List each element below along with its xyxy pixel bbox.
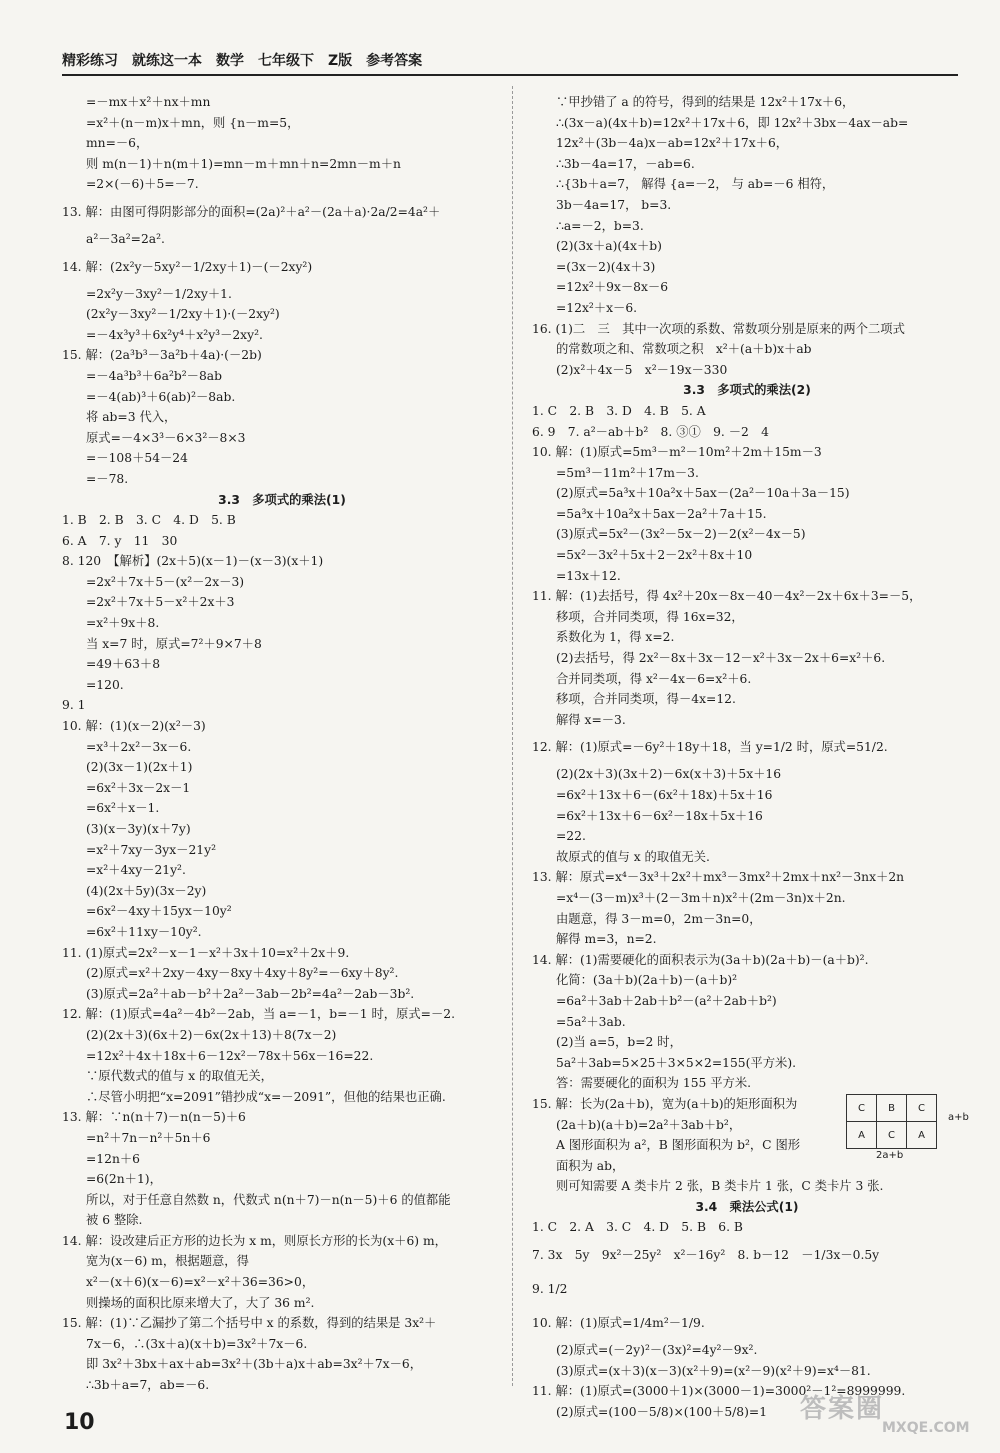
- answer-line: 则操场的面积比原来增大了，大了 36 m².: [86, 1295, 315, 1310]
- section-title: 3.3 多项式的乘法(2): [683, 383, 811, 398]
- header-rule: [62, 74, 958, 76]
- figure-cell: A: [847, 1122, 877, 1149]
- answer-line: 所以，对于任意自然数 n，代数式 n(n＋7)－n(n－5)＋6 的值都能: [86, 1192, 451, 1207]
- answer-line: 6. A 7. y 11 30: [62, 533, 178, 548]
- answer-line: 1. C 2. A 3. C 4. D 5. B 6. B: [532, 1220, 743, 1235]
- answer-line: 故原式的值与 x 的取值无关.: [556, 849, 710, 864]
- figure-bottom-label: 2a+b: [876, 1150, 904, 1161]
- answer-line: (2x²y－3xy²－1/2xy＋1)·(－2xy²): [86, 307, 280, 322]
- answer-line: (3)(x－3y)(x＋7y): [86, 822, 191, 836]
- answer-line: 移项，合并同类项，得 16x=32，: [556, 609, 744, 624]
- left-column: [62, 92, 502, 1396]
- answer-line: =12x²＋9x－8x－6: [556, 280, 669, 295]
- answer-line: =12x²＋4x＋18x＋6－12x²－78x＋56x－16=22.: [86, 1048, 374, 1063]
- answer-line: =x³＋2x²－3x－6.: [86, 739, 192, 754]
- answer-line: (2a＋b)(a＋b)=2a²＋3ab＋b²，: [556, 1117, 742, 1132]
- answer-line: =x²＋7xy－3yx－21y²: [86, 842, 216, 857]
- answer-line: 被 6 整除.: [86, 1213, 143, 1228]
- answer-line: 12. 解：(1)原式=－6y²＋18y＋18，当 y=1/2 时，原式=51/2.: [532, 740, 888, 755]
- answer-line: =6x²＋3x－2x－1: [86, 780, 191, 795]
- answer-line: 10. 解：(1)原式=5m³－m²－10m²＋2m＋15m－3: [532, 445, 822, 460]
- answer-line: 16. (1)二 三 其中一次项的系数、常数项分别是原来的两个二项式: [532, 321, 905, 336]
- answer-line: ∵甲抄错了 a 的符号，得到的结果是 12x²＋17x＋6，: [556, 95, 855, 109]
- answer-line: 7. 3x 5y 9x²－25y² x²－16y² 8. b－12 －1/3x－0.5y: [532, 1248, 880, 1263]
- answer-line: (2)原式=(100－5/8)×(100＋5/8)=1: [556, 1404, 768, 1419]
- figure-cell: B: [877, 1095, 907, 1122]
- watermark-logo: 答案圈: [800, 1394, 885, 1424]
- answer-line: 系数化为 1，得 x=2.: [556, 630, 675, 645]
- answer-line: 5a²＋3ab=5×25＋3×5×2=155(平方米).: [556, 1055, 797, 1070]
- answer-line: 12x²＋(3b－4a)x－ab=12x²＋17x＋6，: [556, 136, 789, 151]
- answer-line: =－4(ab)³＋6(ab)²－8ab.: [86, 389, 236, 404]
- section-title: 3.3 多项式的乘法(1): [218, 492, 346, 507]
- answer-line: 答：需要硬化的面积为 155 平方米.: [556, 1076, 752, 1091]
- answer-line: 则可知需要 A 类卡片 2 张，B 类卡片 1 张，C 类卡片 3 张.: [556, 1179, 884, 1194]
- answer-line: a²－3a²=2a².: [86, 231, 165, 246]
- answer-line: ∴(3x－a)(4x＋b)=12x²＋17x＋6，即 12x²＋3bx－4ax－ab=: [556, 115, 909, 130]
- answer-line: ∵原代数式的值与 x 的取值无关，: [86, 1069, 273, 1084]
- answer-line: ∴{3b＋a=7， 解得 {a=－2， 与 ab=－6 相符，: [556, 177, 835, 192]
- answer-line: 的常数项之和、常数项之积 x²＋(a＋b)x＋ab: [556, 342, 812, 357]
- answer-line: =x⁴－(3－m)x³＋(2－3m＋n)x²＋(2m－3n)x＋2n.: [556, 890, 846, 905]
- answer-line: =n²＋7n－n²＋5n＋6: [86, 1130, 211, 1145]
- answer-line: =－mx＋x²＋nx＋mn: [86, 95, 211, 109]
- answer-line: 15. 解：长为(2a＋b)，宽为(a＋b)的矩形面积为: [532, 1096, 798, 1111]
- answer-line: 14. 解：(1)需要硬化的面积表示为(3a＋b)(2a＋b)－(a＋b)².: [532, 952, 869, 967]
- figure-side-label: a+b: [948, 1112, 969, 1123]
- figure-cell: C: [907, 1095, 937, 1122]
- answer-line: 移项，合并同类项，得－4x=12.: [556, 692, 736, 707]
- watermark-url: MXQE.COM: [882, 1420, 970, 1436]
- answer-line: (2)(3x－1)(2x＋1): [86, 760, 193, 775]
- answer-line: 9. 1: [62, 698, 86, 713]
- answer-line: =x²＋(n－m)x＋mn，则 {n－m=5，: [86, 115, 300, 130]
- answer-line: mn=－6，: [86, 136, 149, 151]
- answer-line: 合并同类项，得 x²－4x－6=x²＋6.: [556, 671, 752, 686]
- answer-line: 面积为 ab，: [556, 1158, 625, 1173]
- answer-line: =(3x－2)(4x＋3): [556, 259, 656, 274]
- answer-line: (3)原式=5x²－(3x²－5x－2)－2(x²－4x－5): [556, 527, 806, 542]
- answer-line: (2)去括号，得 2x²－8x＋3x－12－x²＋3x－2x＋6=x²＋6.: [556, 651, 886, 666]
- answer-line: 9. 1/2: [532, 1282, 568, 1297]
- answer-line: 8. 120 【解析】(2x＋5)(x－1)－(x－3)(x＋1): [62, 554, 324, 569]
- answer-line: 解得 m=3，n=2.: [556, 932, 657, 947]
- answer-line: 12. 解：(1)原式=4a²－4b²－2ab，当 a=－1，b=－1 时，原式=－2.: [62, 1007, 455, 1022]
- answer-line: (2)(3x＋a)(4x＋b): [556, 239, 662, 254]
- answer-line: (2)原式=(－2y)²－(3x)²=4y²－9x².: [556, 1343, 758, 1358]
- answer-line: =－4a³b³＋6a²b²－8ab: [86, 368, 222, 383]
- answer-line: 将 ab=3 代入，: [86, 410, 177, 425]
- answer-line: 当 x=7 时，原式=7²＋9×7＋8: [86, 636, 262, 651]
- answer-line: =12x²＋x－6.: [556, 300, 638, 315]
- answer-line: =6a²＋3ab＋2ab＋b²－(a²＋2ab＋b²): [556, 993, 777, 1008]
- answer-line: 11. 解：(1)原式=(3000＋1)×(3000－1)=3000²－1²=8999999.: [532, 1384, 906, 1399]
- answer-line: =5m³－11m²＋17m－3.: [556, 465, 699, 480]
- answer-line: =6x²＋13x＋6－6x²－18x＋5x＋16: [556, 808, 763, 823]
- answer-line: ∴a=－2，b=3.: [556, 218, 644, 233]
- figure-cell: C: [877, 1122, 907, 1149]
- figure-cell: C: [847, 1095, 877, 1122]
- answer-line: =6x²＋13x＋6－(6x²＋18x)＋5x＋16: [556, 788, 773, 802]
- answer-line: =2×(－6)＋5=－7.: [86, 177, 199, 192]
- answer-line: ∴尽管小明把“x=2091”错抄成“x=－2091”，但他的结果也正确.: [86, 1089, 446, 1104]
- answer-line: 13. 解：由图可得阴影部分的面积=(2a)²＋a²－(2a＋a)·2a/2=4a²＋: [62, 204, 441, 219]
- answer-line: (2)当 a=5，b=2 时，: [556, 1035, 682, 1050]
- answer-line: A 图形面积为 a²，B 图形面积为 b²，C 图形: [556, 1138, 801, 1153]
- answer-line: =6x²－4xy＋15yx－10y²: [86, 904, 232, 919]
- answer-line: =x²＋4xy－21y².: [86, 863, 186, 878]
- answer-line: 7x－6，∴(3x＋a)(x＋b)=3x²＋7x－6.: [86, 1336, 308, 1351]
- answer-line: 1. B 2. B 3. C 4. D 5. B: [62, 513, 236, 528]
- answer-line: 宽为(x－6) m，根据题意，得: [86, 1254, 249, 1269]
- answer-line: 原式=－4×3³－6×3²－8×3: [86, 430, 246, 445]
- answer-line: (4)(2x＋5y)(3x－2y): [86, 883, 207, 898]
- answer-line: 15. 解：(1)∵乙漏抄了第二个括号中 x 的系数，得到的结果是 3x²＋: [62, 1316, 437, 1331]
- answer-line: 15. 解：(2a³b³－3a²b＋4a)·(－2b): [62, 348, 262, 363]
- answer-line: =5a²＋3ab.: [556, 1014, 626, 1029]
- section-title: 3.4 乘法公式(1): [695, 1199, 799, 1214]
- answer-line: =－108＋54－24: [86, 451, 188, 466]
- answer-line: =2x²y－3xy²－1/2xy＋1.: [86, 286, 232, 301]
- answer-line: =6x²＋11xy－10y².: [86, 924, 202, 939]
- answer-line: 14. 解：(2x²y－5xy²－1/2xy＋1)－(－2xy²): [62, 259, 313, 274]
- figure-cell: A: [907, 1122, 937, 1149]
- answer-line: 即 3x²＋3bx＋ax＋ab=3x²＋(3b＋a)x＋ab=3x²＋7x－6，: [86, 1357, 422, 1372]
- answer-line: =－4x³y³＋6x²y⁴＋x²y³－2xy².: [86, 327, 263, 342]
- answer-line: (2)(2x＋3)(6x＋2)－6x(2x＋13)＋8(7x－2): [86, 1027, 337, 1042]
- answer-line: =2x²＋7x＋5－x²＋2x＋3: [86, 595, 235, 610]
- card-layout-grid: [846, 1094, 937, 1149]
- answer-line: x²－(x＋6)(x－6)=x²－x²＋36=36>0，: [86, 1275, 315, 1290]
- answer-line: 10. 解：(1)原式=1/4m²－1/9.: [532, 1316, 705, 1331]
- answer-line: ∴3b＋a=7，ab=－6.: [86, 1378, 210, 1393]
- answer-line: =6x²＋x－1.: [86, 801, 160, 816]
- answer-line: 6. 9 7. a²－ab＋b² 8. ③① 9. －2 4: [532, 424, 769, 439]
- page-number: 10: [64, 1410, 95, 1435]
- answer-line: 13. 解：∵n(n＋7)－n(n－5)＋6: [62, 1110, 246, 1125]
- right-column: [532, 92, 962, 1422]
- answer-line: 1. C 2. B 3. D 4. B 5. A: [532, 403, 706, 418]
- answer-line: (2)原式=x²＋2xy－4xy－8xy＋4xy＋8y²=－6xy＋8y².: [86, 966, 399, 981]
- answer-line: 解得 x=－3.: [556, 712, 626, 727]
- answer-line: (2)x²＋4x－5 x²－19x－330: [556, 362, 728, 377]
- answer-line: =x²＋9x＋8.: [86, 616, 160, 631]
- answer-line: 10. 解：(1)(x－2)(x²－3): [62, 719, 206, 734]
- answer-line: 化简：(3a＋b)(2a＋b)－(a＋b)²: [556, 973, 738, 988]
- answer-line: (3)原式=2a²＋ab－b²＋2a²－3ab－2b²=4a²－2ab－3b².: [86, 986, 415, 1001]
- answer-line: =5x²－3x²＋5x＋2－2x²＋8x＋10: [556, 548, 753, 563]
- answer-line: 13. 解：原式=x⁴－3x³＋2x²＋mx³－3mx²＋2mx＋nx²－3nx＋2n: [532, 870, 905, 885]
- answer-line: (3)原式=(x＋3)(x－3)(x²＋9)=(x²－9)(x²＋9)=x⁴－81.: [556, 1363, 871, 1378]
- page-header: 精彩练习 就练这一本 数学 七年级下 Z版 参考答案: [62, 53, 423, 69]
- answer-line: (2)原式=5a³x＋10a²x＋5ax－(2a²－10a＋3a－15): [556, 486, 850, 501]
- answer-line: 由题意，得 3－m=0，2m－3n=0，: [556, 911, 762, 926]
- answer-line: (2)(2x＋3)(3x＋2)－6x(x＋3)＋5x＋16: [556, 767, 782, 782]
- answer-line: =120.: [86, 677, 124, 692]
- answer-line: =13x＋12.: [556, 568, 621, 583]
- card-layout-figure: [846, 1094, 969, 1161]
- answer-line: 14. 解：设改建后正方形的边长为 x m，则原长方形的长为(x＋6) m，: [62, 1233, 447, 1248]
- answer-line: 11. (1)原式=2x²－x－1－x²＋3x＋10=x²＋2x＋9.: [62, 945, 350, 960]
- answer-line: =22.: [556, 829, 586, 844]
- answer-line: =6(2n＋1)，: [86, 1172, 162, 1187]
- answer-line: 11. 解：(1)去括号，得 4x²＋20x－8x－40－4x²－2x＋6x＋3=－5，: [532, 589, 922, 604]
- answer-line: =－78.: [86, 471, 129, 486]
- answer-line: 则 m(n－1)＋n(m＋1)=mn－m＋mn＋n=2mn－m＋n: [86, 156, 401, 171]
- answer-line: ∴3b－4a=17，－ab=6.: [556, 156, 695, 171]
- answer-line: =5a³x＋10a²x＋5ax－2a²＋7a＋15.: [556, 506, 767, 521]
- answer-line: =2x²＋7x＋5－(x²－2x－3): [86, 574, 245, 589]
- answer-line: =49＋63＋8: [86, 657, 161, 672]
- answer-line: 3b－4a=17， b=3.: [556, 197, 672, 212]
- answer-line: =12n＋6: [86, 1151, 140, 1166]
- column-divider: [512, 86, 513, 1386]
